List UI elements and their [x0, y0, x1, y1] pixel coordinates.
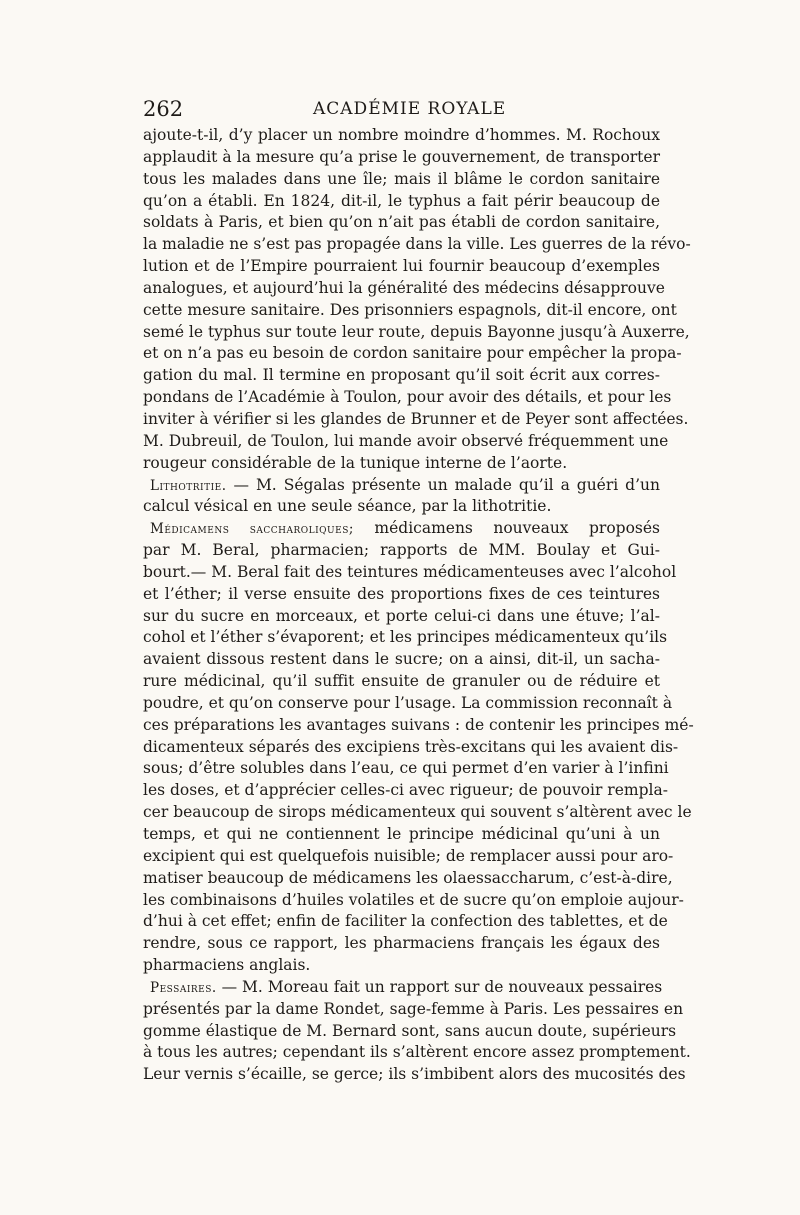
running-title: ACADÉMIE ROYALE — [313, 99, 507, 119]
text-line — [143, 475, 660, 497]
text-line: temps, et qui ne contiennent le principe médicinal qu’uni à un — [143, 825, 660, 843]
text-line: les doses, et d’apprécier celles-ci avec rigueur; de pouvoir rempla- — [143, 781, 668, 800]
text-line: excipient qui est quelquefois nuisible; de remplacer aussi pour aro- — [143, 846, 674, 865]
section-heading: Médicamens saccharoliques; — [150, 521, 354, 538]
text-line: gomme élastique de M. Bernard sont, sans aucun doute, supérieurs — [143, 1021, 677, 1040]
section-heading: Lithotritie. — [150, 477, 227, 494]
text-line — [143, 518, 660, 540]
page-number: 262 — [143, 97, 184, 121]
text-line: qu’on a établi. En 1824, dit-il, le typhus a fait périr beaucoup de — [143, 191, 660, 210]
text-line: les combinaisons d’huiles volatiles et de sucre qu’on emploie aujour- — [143, 890, 684, 909]
text-line: cette mesure sanitaire. Des prisonniers espagnols, dit-il encore, ont — [143, 300, 677, 319]
text-line: dicamenteux séparés des excipiens très-excitans qui les avaient dis- — [143, 737, 679, 756]
text-line: lution et de l’Empire pourraient lui fournir beaucoup d’exemples — [143, 257, 660, 276]
text-line: et on n’a pas eu besoin de cordon sanitaire pour empêcher la propa- — [143, 344, 682, 363]
text-line: pharmaciens anglais. — [143, 956, 311, 975]
text-line: pondans de l’Académie à Toulon, pour avoir des détails, et pour les — [143, 388, 672, 407]
text-line: la maladie ne s’est pas propagée dans la ville. Les guerres de la révo- — [143, 235, 691, 254]
text-line: bourt.— M. Beral fait des teintures médicamenteuses avec l’alcohol — [143, 562, 677, 581]
page-header — [143, 97, 660, 127]
text-line: à tous les autres; cependant ils s’altèrent encore assez promptement. — [143, 1043, 691, 1062]
body-text — [143, 125, 694, 1086]
text-line: d’hui à cet effet; enfin de faciliter la confection des tablettes, et de — [143, 912, 668, 931]
text-line: calcul vésical en une seule séance, par la lithotritie. — [143, 497, 552, 516]
paragraph-lithotritie — [143, 475, 660, 519]
paragraph-pessaires — [143, 977, 691, 1086]
text-line: sur du sucre en morceaux, et porte celui-ci dans une étuve; l’al- — [143, 606, 660, 625]
text-line: ces préparations les avantages suivans : de contenir les principes mé- — [143, 715, 694, 734]
text-line: M. Dubreuil, de Toulon, lui mande avoir observé fréquemment une — [143, 431, 669, 450]
text-line: inviter à vérifier si les glandes de Brunner et de Peyer sont affectées. — [143, 409, 689, 428]
text-line: Leur vernis s’écaille, se gerce; ils s’imbibent alors des mucosités des — [143, 1065, 686, 1084]
section-heading: Pessaires. — [150, 979, 217, 996]
heading-line-rest: — M. Moreau fait un rapport sur de nouveaux pessaires — [216, 977, 663, 996]
heading-line-rest: — M. Ségalas présente un malade qu’il a guéri d’un — [226, 475, 660, 494]
text-line: rendre, sous ce rapport, les pharmaciens français les égaux des — [143, 934, 660, 953]
text-line: et l’éther; il verse ensuite des proportions fixes de ces teintures — [143, 584, 660, 603]
paragraph-typhus — [143, 125, 691, 475]
text-line: rure médicinal, qu’il suffit ensuite de granuler ou de réduire et — [143, 672, 660, 691]
text-line: analogues, et aujourd’hui la généralité des médecins désapprouve — [143, 278, 665, 297]
text-line: gation du mal. Il termine en proposant qu’il soit écrit aux corres- — [143, 366, 660, 385]
heading-line-rest: médicamens nouveaux proposés — [353, 519, 661, 538]
text-line: applaudit à la mesure qu’a prise le gouvernement, de transporter — [143, 147, 660, 166]
text-line: cer beaucoup de sirops médicamenteux qui souvent s’altèrent avec le — [143, 803, 692, 822]
text-line: cohol et l’éther s’évaporent; et les principes médicamenteux qu’ils — [143, 628, 668, 647]
text-line: semé le typhus sur toute leur route, depuis Bayonne jusqu’à Auxerre, — [143, 322, 690, 341]
text-line: présentés par la dame Rondet, sage-femme à Paris. Les pessaires en — [143, 999, 684, 1018]
text-line: matiser beaucoup de médicamens les olaessaccharum, c’est-à-dire, — [143, 868, 673, 887]
text-line: ajoute-t-il, d’y placer un nombre moindre d’hommes. M. Rochoux — [143, 126, 660, 144]
text-line: rougeur considérable de la tunique interne de l’aorte. — [143, 453, 568, 472]
text-line: poudre, et qu’on conserve pour l’usage. La commission reconnaît à — [143, 693, 673, 712]
text-line: avaient dissous restent dans le sucre; on a ainsi, dit-il, un sacha- — [143, 650, 660, 669]
paragraph-medicamens — [143, 518, 694, 977]
text-line: sous; d’être solubles dans l’eau, ce qui permet d’en varier à l’infini — [143, 759, 669, 778]
text-line — [143, 977, 663, 999]
text-line: soldats à Paris, et bien qu’on n’ait pas établi de cordon sanitaire, — [143, 213, 660, 232]
text-line: par M. Beral, pharmacien; rapports de MM. Boulay et Gui- — [143, 541, 660, 560]
text-line: tous les malades dans une île; mais il blâme le cordon sanitaire — [143, 169, 660, 188]
